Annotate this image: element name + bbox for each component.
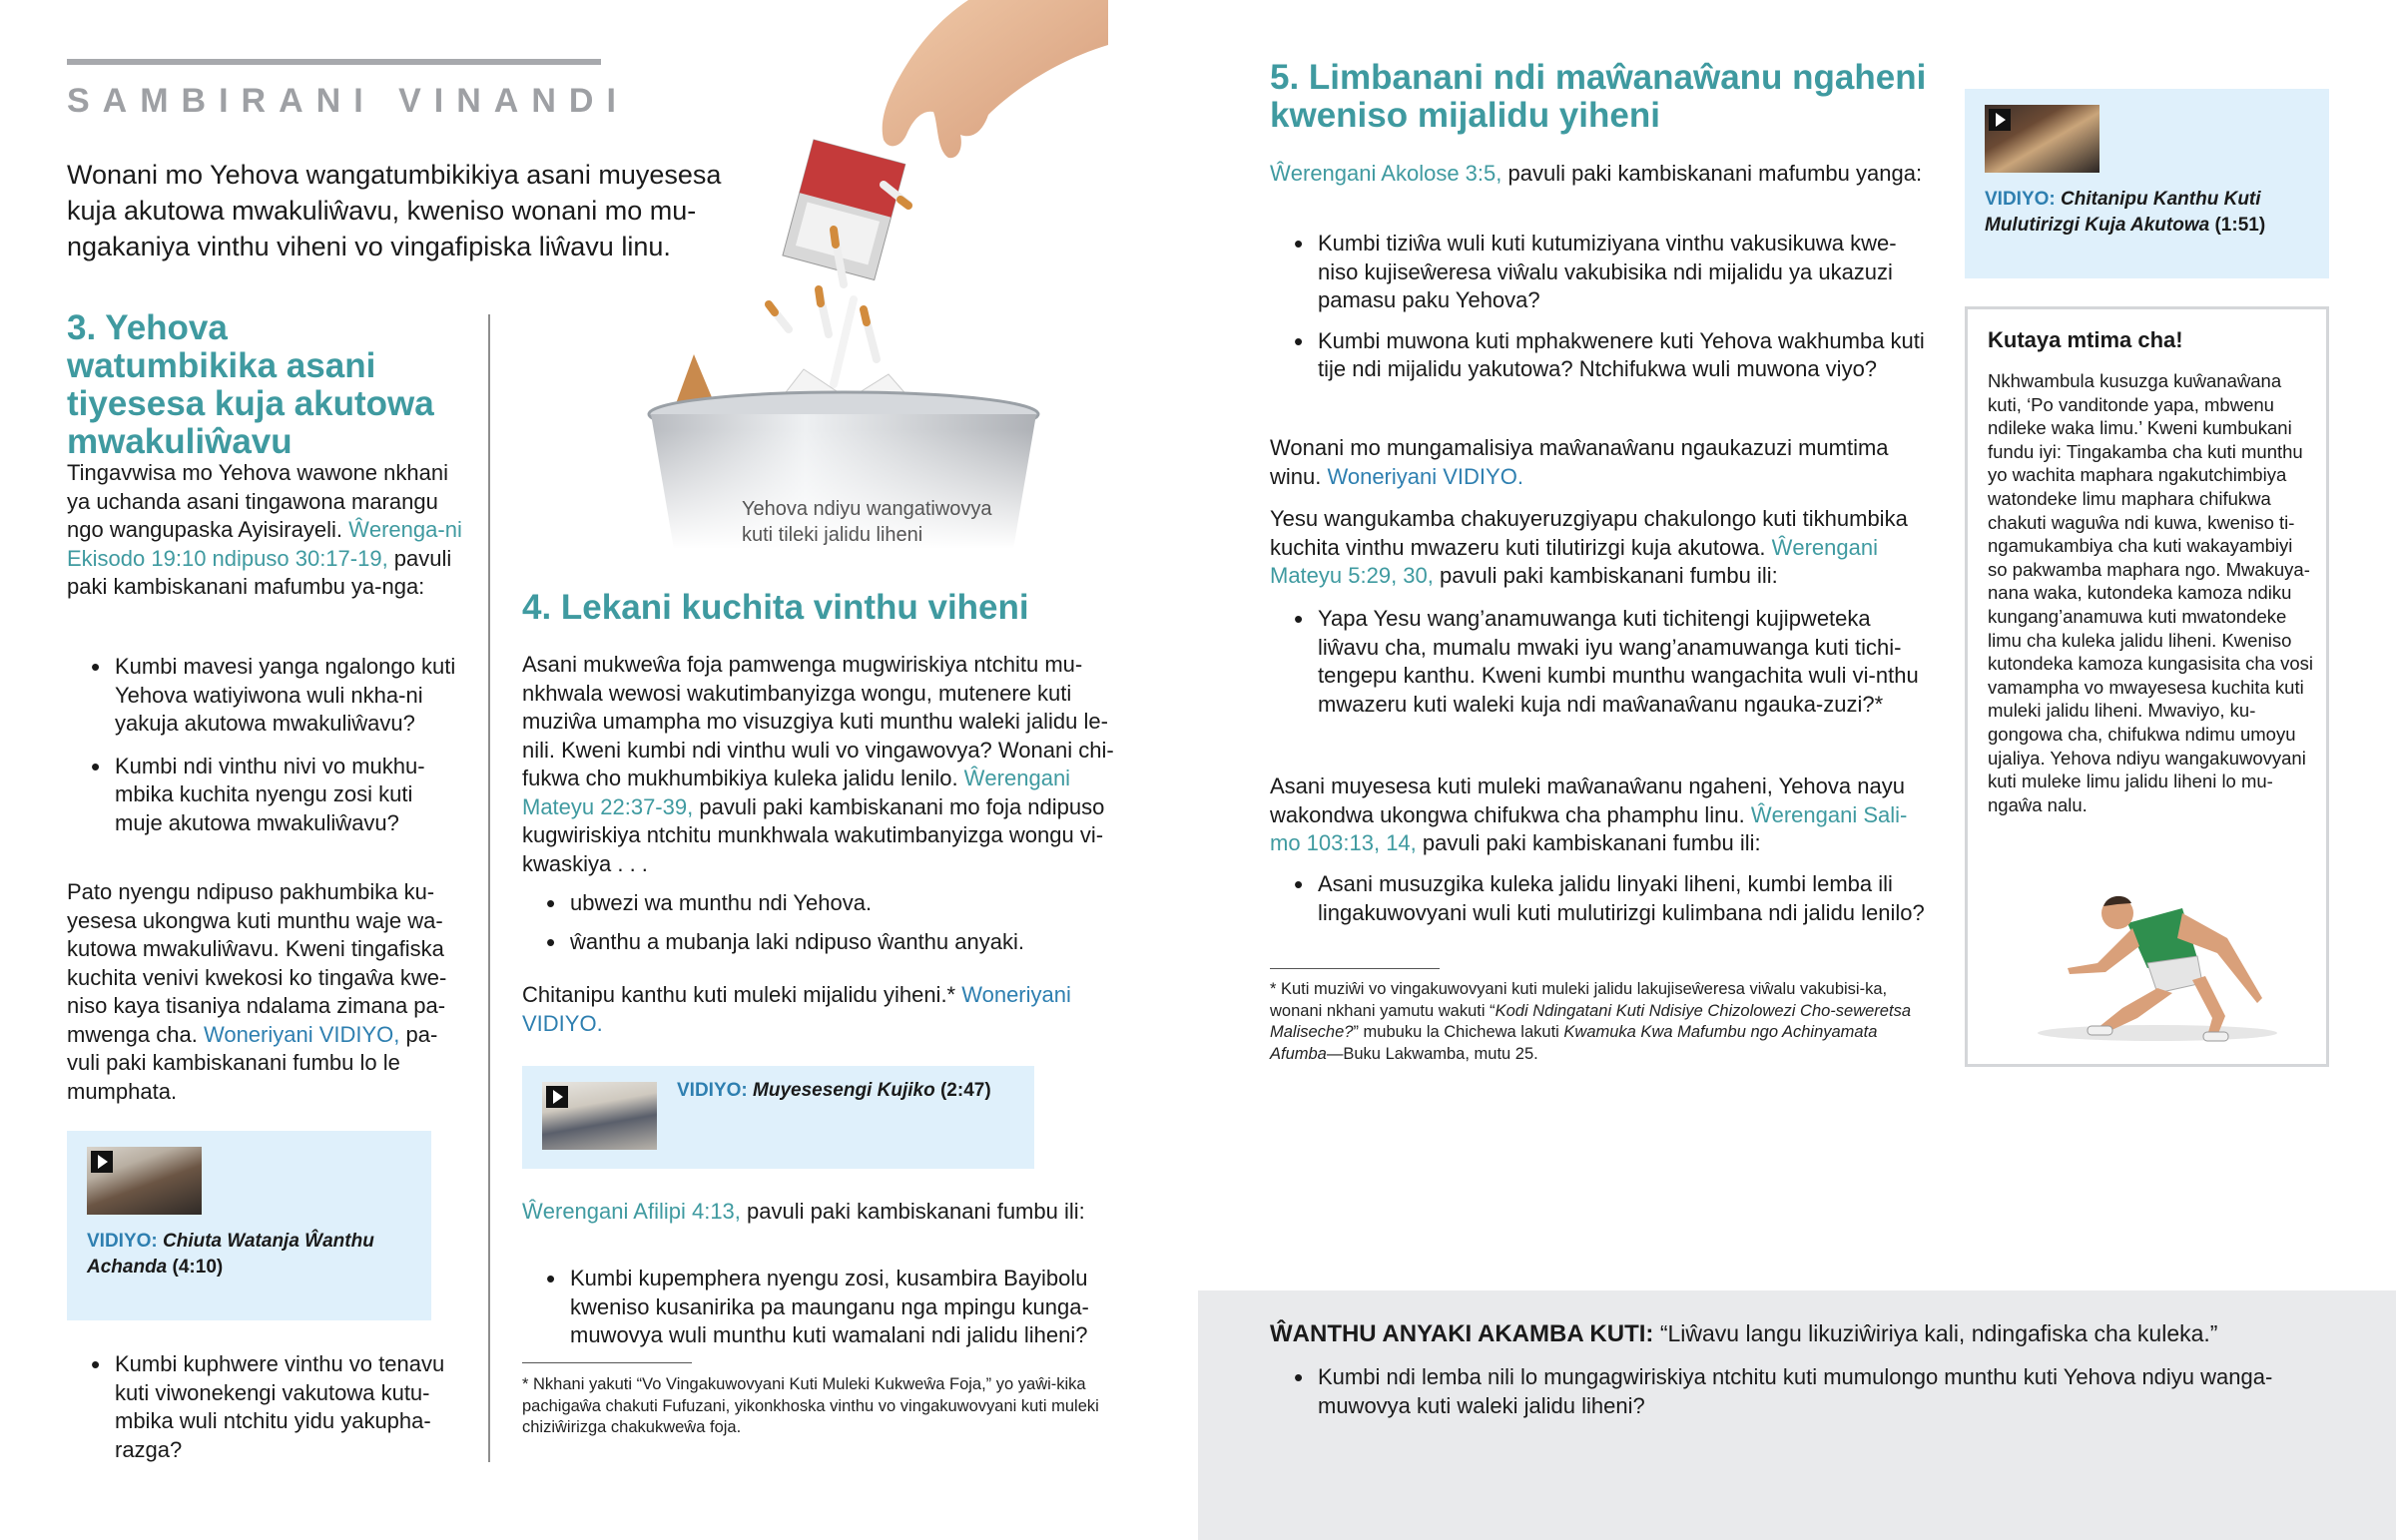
video-link[interactable]: Woneriyani VIDIYO.	[522, 982, 1071, 1036]
list-item: • Kumbi mavesi yanga ngalongo kuti Yehova watiyiwona wuli nkha-ni yakuja akutowa mwakuliŵavu?	[67, 653, 466, 739]
section5-footnote: * Kuti muziŵi vo vingakuwovyani kuti muleki jalidu lakujiseŵeresa viŵalu vakubisi-ka, wonani nkhani yamutu wakuti “Kodi Ndingatani Kuti Ndisiye Chizolowezi Cho-seweretsa Maliseche?” mubuku la Chichewa lakuti Kwamuka Kwa Mafumbu ngo Achinyamata Afumba—Buku Lakwamba, mutu 25.	[1270, 980, 1911, 1063]
footnote-rule	[522, 1362, 692, 1363]
list-item: • Kumbi ndi lemba nili lo mungagwiriskiya ntchitu kuti mumulongo munthu kuti Yehova ndiyu wanga-muwovya kuti waleki jalidu liheni?	[1270, 1363, 2358, 1420]
video-thumbnail[interactable]	[1985, 105, 2099, 173]
section4-paragraph2: Chitanipu kanthu kuti muleki mijalidu yiheni.* Woneriyani VIDIYO.	[522, 982, 1071, 1036]
scripture-ref[interactable]: Ŵerengani Afilipi 4:13,	[522, 1199, 741, 1224]
section5-heading: 5. Limbanani ndi maŵanaŵanu ngaheni kweniso mijalidu yiheni	[1270, 58, 1927, 135]
list-item: • Kumbi kupemphera nyengu zosi, kusambira Bayibolu kweniso kusanirika pa maunganu nga mpingu kunga-muwovya wuli munthu kuti wamalani ndi jalidu liheni?	[522, 1265, 1126, 1350]
video-caption: VIDIYO: Chiuta Watanja Ŵanthu Achanda (4:10)	[87, 1231, 374, 1278]
others-say-bullet	[1270, 1363, 2358, 1420]
video-box-chiuta[interactable]	[67, 1131, 431, 1320]
scripture-ref[interactable]: Ŵerengani Mateyu 22:37-39,	[522, 766, 1071, 819]
section5-bullets	[1270, 230, 1929, 384]
section4-bullets	[522, 889, 1126, 956]
list-item: • ŵanthu a mubanja laki ndipuso ŵanthu anyaki.	[522, 928, 1126, 957]
others-say-quote: ŴANTHU ANYAKI AKAMBA KUTI: “Liŵavu langu likuziŵiriya kali, ndingafiska cha kuleka.”	[1270, 1320, 2218, 1347]
video-thumbnail[interactable]	[542, 1082, 657, 1150]
section5-paragraph2: Yesu wangukamba chakuyeruzgiyapu chakulongo kuti tikhumbika kuchita vinthu mwazeru kuti tilutirizgi kuja akutowa. Ŵerengani Mateyu 5:29, 30, pavuli paki kambiskanani fumbu ili:	[1270, 506, 1908, 588]
video-thumbnail[interactable]	[87, 1147, 202, 1215]
image-caption: Yehova ndiyu wangatiwovya kuti tileki jalidu liheni	[742, 498, 992, 546]
box-text: Nkhwambula kusuzga kuŵanaŵana kuti, ‘Po vanditonde yapa, mbwenu ndileke waka limu.’ Kweni kumbukani fundu iyi: Tingakamba cha kuti munthu yo wachita maphara ngakutchimbiya watondeke limu maphara chifukwa chakuti waguŵa ndi kuwa, kweniso ti-ngamukambiya cha kuti wakayambiyi so pakwamba maphara ngo. Mwakuya-nana waka, kutondeka kamoza ndiku kungang’anamuwa kuti mwatondeke limu cha kuleka jalidu liheni. Kweniso kutondeka kamoza kungasisita cha vosi vamampha vo mwayesesa kuchita kuti muleki jalidu liheni. Mwaviyo, ku-gongowa cha, chifukwa ndimu umoyu ujaliya. Yehova ndiyu wangakuwovyani kuti muleke limu jalidu liheni lo mu-ngaŵa nalu.	[1988, 370, 2313, 815]
section3-bullet-last	[67, 1350, 466, 1464]
section3-heading: 3. Yehova watumbikika asani tiyesesa kuja akutowa mwakuliŵavu	[67, 308, 434, 461]
video-caption: VIDIYO: Chitanipu Kanthu Kuti Mulutirizgi Kuja Akutowa (1:51)	[1985, 189, 2266, 236]
section-title: SAMBIRANI VINANDI	[67, 82, 629, 120]
scripture-ref[interactable]: Ŵerengani Akolose 3:5,	[1270, 161, 1502, 186]
hand-cigarettes-bin-icon	[639, 0, 1108, 549]
play-icon[interactable]	[1989, 109, 2011, 131]
video-box-akutowa[interactable]	[1965, 89, 2329, 278]
scripture-ref[interactable]: Ŵerengani Mateyu 5:29, 30,	[1270, 534, 1878, 588]
header-rule	[67, 59, 601, 65]
list-item: • Asani musuzgika kuleka jalidu linyaki liheni, kumbi lemba ili lingakuwovyani wuli kuti mulutirizgi kulimbana ndi jalidu lenilo?	[1270, 870, 1934, 927]
section5-read: Ŵerengani Akolose 3:5, pavuli paki kambiskanani mafumbu yanga:	[1270, 161, 1923, 186]
scripture-ref[interactable]: Ŵerengani Sali-mo 103:13, 14,	[1270, 801, 1908, 855]
section5-paragraph1: Wonani mo mungamalisiya maŵanaŵanu ngaukazuzi mumtima winu. Woneriyani VIDIYO.	[1270, 435, 1889, 489]
list-item: • Kumbi kuphwere vinthu vo tenavu kuti viwonekengi vakutowa kutu-mbika wuli ntchitu yidu yakupha-razga?	[67, 1350, 466, 1464]
section5-bullet-last	[1270, 870, 1934, 927]
section4-heading: 4. Lekani kuchita vinthu viheni	[522, 588, 1029, 627]
others-say-panel	[1198, 1290, 2396, 1540]
section5-paragraph3: Asani muyesesa kuti muleki maŵanaŵanu ngaheni, Yehova nayu wakondwa ukongwa chifukwa cha phamphu linu. Ŵerengani Sali-mo 103:13, 14, pavuli paki kambiskanani fumbu ili:	[1270, 773, 1908, 855]
section3-bullets	[67, 653, 466, 837]
section4-paragraph1: Asani mukweŵa foja pamwenga mugwiriskiya ntchitu mu-nkhwala wewosi wakutimbanyizga wongu, mutenere kuti muziŵa umampha mo visuzgiya kuti munthu waleki jalidu le-nili. Kweni kumbi ndi vinthu wuli vo vingawovya? Wonani chi-fukwa cho mukhumbikiya kuleka jalidu lenilo. Ŵerengani Mateyu 22:37-39, pavuli paki kambiskanani mo foja ndipuso kugwiriskiya ntchitu munkhwala wakutimbanyizga wongu vi-kwaskiya . . .	[522, 652, 1114, 876]
section3-paragraph1: Tingavwisa mo Yehova wawone nkhani ya uchanda asani tingawona marangu ngo wangupaska Ayisirayeli. Ŵerenga-ni Ekisodo 19:10 ndipuso 30:17-19, pavuli paki kambiskanani mafumbu ya-nga:	[67, 460, 462, 599]
section4-bullet-last	[522, 1265, 1126, 1350]
section4-footnote: * Nkhani yakuti “Vo Vingakuwovyani Kuti Muleki Kukweŵa Foja,” yo yaŵi-kika pachigaŵa chakuti Fufuzani, yikonkhoska vinthu vo vingakuwovyani kuti muleki chiziŵirizga chakukweŵa foja.	[522, 1375, 1099, 1436]
intro-text: Wonani mo Yehova wangatumbikikiya asani muyesesa kuja akutowa mwakuliŵavu, kweniso wonani mo mu-ngakaniya vinthu viheni vo vingafipiska liŵavu linu.	[67, 160, 722, 261]
list-item: • Yapa Yesu wang’anamuwanga kuti tichitengi kujipweteka liŵavu cha, mumalu mwaki iyu wang’anamuwanga kuti tichi-tengepu kanthu. Kweni kumbi munthu wangachita wuli vi-nthu mwazeru kuti waleki kuja ndi maŵanaŵanu ngauka-zuzi?*	[1270, 605, 1934, 719]
list-item: • Kumbi tiziŵa wuli kuti kutumiziyana vinthu vakusikuwa kwe-niso kujiseŵeresa viŵalu vakubisika ndi mijalidu ya ukazuzi pamasu paku Yehova?	[1270, 230, 1929, 315]
encouragement-box	[1965, 306, 2329, 1067]
trash-illustration	[639, 0, 1108, 549]
runner-illustration-icon	[2008, 868, 2307, 1048]
video-link[interactable]: Woneriyani VIDIYO,	[203, 1021, 400, 1047]
video-box-kujiko[interactable]	[522, 1066, 1034, 1169]
list-item: • Kumbi ndi vinthu nivi vo mukhu-mbika kuchita nyengu zosi kuti muje akutowa mwakuliŵavu?	[67, 753, 466, 838]
section5-bullet-mid	[1270, 605, 1934, 719]
video-link[interactable]: Woneriyani VIDIYO.	[1327, 463, 1523, 489]
section3-paragraph2: Pato nyengu ndipuso pakhumbika ku-yesesa ukongwa kuti munthu waje wa-kutowa mwakuliŵavu. Kweni tingafiska kuchita venivi kwekosi ko tingaŵa kwe-niso kaya tisaniya ndalama zimana pa-mwenga cha. Woneriyani VIDIYO, pa-vuli paki kambiskanani fumbu lo le mumphata.	[67, 879, 447, 1104]
scripture-ref[interactable]: Ŵerenga-ni Ekisodo 19:10 ndipuso 30:17-19,	[67, 517, 462, 571]
video-caption: VIDIYO: Muyesesengi Kujiko (2:47)	[677, 1080, 991, 1101]
section4-read: Ŵerengani Afilipi 4:13, pavuli paki kambiskanani fumbu ili:	[522, 1199, 1085, 1224]
column-divider	[488, 314, 490, 1462]
box-title: Kutaya mtima cha!	[1988, 327, 2183, 352]
play-icon[interactable]	[91, 1151, 113, 1173]
play-icon[interactable]	[546, 1086, 568, 1108]
list-item: • Kumbi muwona kuti mphakwenere kuti Yehova wakhumba kuti tije ndi mijalidu yakutowa? Ntchifukwa wuli muwona viyo?	[1270, 327, 1929, 384]
list-item: • ubwezi wa munthu ndi Yehova.	[522, 889, 1126, 918]
footnote-rule	[1270, 968, 1440, 969]
